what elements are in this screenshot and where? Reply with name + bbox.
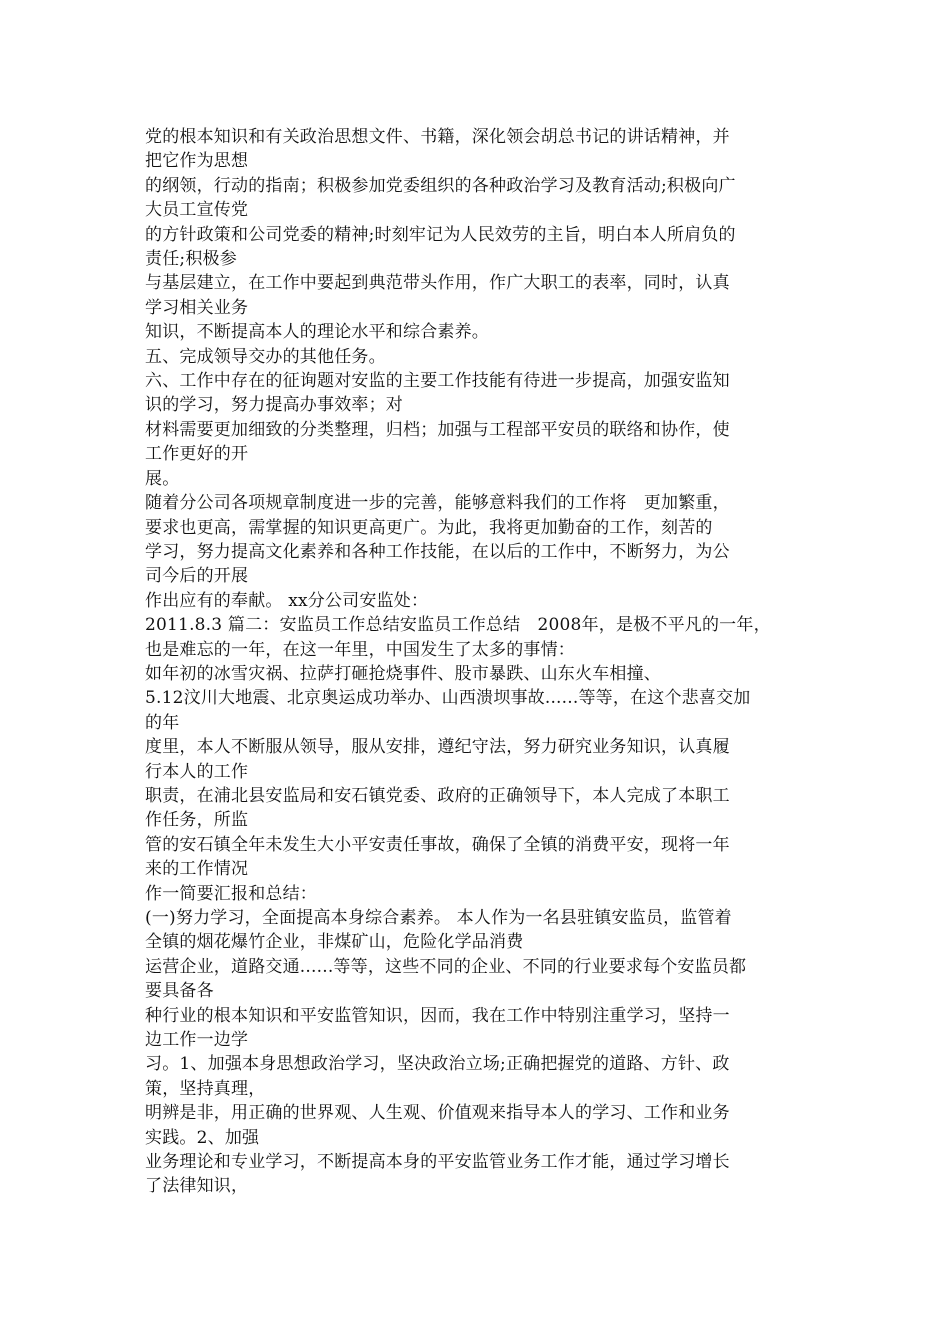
text-line: 作出应有的奉献。 xx分公司安监处： [145, 590, 429, 611]
text-line: 要求也更高，需掌握的知识更高更广。为此，我将更加勤奋的工作，刻苦的 [145, 517, 713, 538]
text-line: (一)努力学习，全面提高本身综合素养。 本人作为一名县驻镇安监员，监管着 [145, 908, 732, 928]
text-line: 党的根本知识和有关政治思想文件、书籍，深化领会胡总书记的讲话精神，并 [145, 127, 730, 147]
text-line: 随着分公司各项规章制度进一步的完善，能够意料我们的工作将 更加繁重， [145, 493, 730, 514]
text-line: 习。1、加强本身思想政治学习，坚决政治立场;正确把握党的道路、方针、政 [145, 1054, 730, 1075]
text-line: 度里，本人不断服从领导，服从安排，遵纪守法，努力研究业务知识，认真履 [145, 737, 730, 758]
text-line: 责任;积极参 [145, 249, 237, 270]
document-body [145, 125, 807, 1199]
text-line: 运营企业，道路交通......等等，这些不同的企业、不同的行业要求每个安监员都 [145, 956, 747, 977]
text-line: 司今后的开展 [145, 566, 249, 587]
text-line: 边工作一边学 [145, 1030, 249, 1051]
text-line: 作一简要汇报和总结： [145, 883, 317, 904]
text-line: 管的安石镇全年未发生大小平安责任事故，确保了全镇的消费平安，现将一年 [145, 834, 730, 855]
text-line: 来的工作情况 [145, 859, 249, 880]
text-line: 要具备各 [145, 981, 214, 1002]
text-line: 行本人的工作 [145, 761, 249, 782]
text-line: 种行业的根本知识和平安监管知识，因而，我在工作中特别注重学习，坚持一 [145, 1005, 730, 1026]
text-line: 的方针政策和公司党委的精神;时刻牢记为人民效劳的主旨，明白本人所肩负的 [145, 224, 736, 245]
text-line: 5.12汶川大地震、北京奥运成功举办、山西溃坝事故......等等，在这个悲喜交加 [145, 688, 751, 709]
text-line: 全镇的烟花爆竹企业，非煤矿山，危险化学品消费 [145, 932, 524, 953]
text-line: 作任务，所监 [145, 810, 249, 831]
text-line: 五、完成领导交办的其他任务。 [145, 346, 386, 367]
text-line: 工作更好的开 [145, 444, 249, 465]
text-line: 明辨是非，用正确的世界观、人生观、价值观来指导本人的学习、工作和业务 [145, 1103, 730, 1124]
text-line: 与基层建立，在工作中要起到典范带头作用，作广大职工的表率，同时，认真 [145, 273, 730, 294]
text-line: 的年 [145, 712, 180, 733]
text-line: 学习相关业务 [145, 297, 249, 318]
text-line: 六、工作中存在的征询题对安监的主要工作技能有待进一步提高，加强安监知 [145, 371, 730, 392]
text-line: 展。 [145, 468, 180, 489]
text-line: 如年初的冰雪灾祸、拉萨打砸抢烧事件、股市暴跌、山东火车相撞、 [145, 663, 661, 684]
text-line: 策，坚持真理， [145, 1078, 266, 1099]
text-line: 2011.8.3 篇二：安监员工作总结安监员工作总结 2008年，是极不平凡的一年， [145, 615, 771, 636]
text-line: 学习，努力提高文化素养和各种工作技能，在以后的工作中，不断努力，为公 [145, 541, 730, 562]
text-line: 大员工宣传党 [145, 200, 249, 221]
text-line: 材料需要更加细致的分类整理，归档；加强与工程部平安员的联络和协作，使 [145, 419, 730, 440]
text-line: 职责，在浦北县安监局和安石镇党委、政府的正确领导下，本人完成了本职工 [145, 785, 730, 806]
text-line: 实践。2、加强 [145, 1127, 260, 1148]
text-line: 也是难忘的一年，在这一年里，中国发生了太多的事情： [145, 639, 575, 660]
text-line: 了法律知识， [145, 1176, 249, 1197]
text-line: 的纲领，行动的指南；积极参加党委组织的各种政治学习及教育活动;积极向广 [145, 175, 736, 196]
text-line: 知识，不断提高本人的理论水平和综合素养。 [145, 322, 489, 343]
text-line: 业务理论和专业学习，不断提高本身的平安监管业务工作才能，通过学习增长 [145, 1152, 730, 1173]
text-line: 把它作为思想 [145, 151, 249, 172]
text-line: 识的学习，努力提高办事效率；对 [145, 395, 403, 416]
